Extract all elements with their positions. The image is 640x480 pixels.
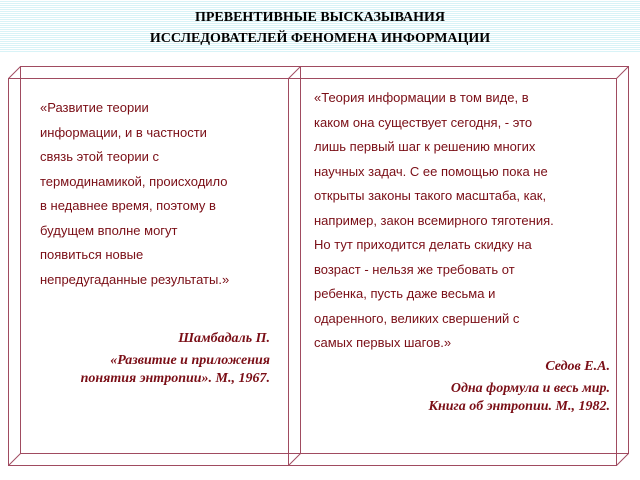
- right-quote-line: открыты законы такого масштаба, как,: [314, 188, 547, 203]
- right-quote-line: «Теория информации в том виде, в: [314, 90, 529, 105]
- left-quote-line: появиться новые: [40, 247, 144, 262]
- right-quote-line: научных задач. С ее помощью пока не: [314, 163, 548, 179]
- left-quote-line: «Развитие теории: [40, 100, 149, 115]
- right-quote: [314, 86, 620, 356]
- left-attribution: [30, 330, 270, 388]
- left-source-line: понятия энтропии». М., 1967.: [80, 371, 270, 386]
- left-quote-line: в недавнее время, поэтому в: [40, 198, 216, 213]
- right-quote-line: Но тут приходится делать скидку на: [314, 237, 532, 252]
- right-quote-line: каком она существует сегодня, - это: [314, 114, 533, 130]
- page-title-line-2: ИССЛЕДОВАТЕЛЕЙ ФЕНОМЕНА ИНФОРМАЦИИ: [149, 31, 491, 46]
- left-quote-line: термодинамикой, происходило: [40, 173, 228, 189]
- left-author: Шамбадаль П.: [178, 331, 270, 346]
- right-quote-line: самых первых шагов.»: [314, 335, 452, 350]
- left-quote-line: информации, и в частности: [40, 124, 207, 140]
- right-quote-line: ребенка, пусть даже весьма и: [314, 286, 496, 301]
- left-quote: [40, 96, 284, 292]
- left-quote-line: непредугаданные результаты.»: [40, 271, 230, 287]
- right-source-line: Одна формула и весь мир.: [450, 381, 610, 396]
- left-quote-line: будущем вполне могут: [40, 222, 178, 238]
- right-quote-line: возраст - нельзя же требовать от: [314, 261, 515, 277]
- left-quote-line: связь этой теории с: [40, 149, 160, 164]
- right-quote-line: лишь первый шаг к решению многих: [314, 139, 536, 154]
- right-author: Седов Е.А.: [545, 359, 610, 374]
- left-source-line: «Развитие и приложения: [110, 353, 270, 368]
- right-source-line: Книга об энтропии. М., 1982.: [428, 399, 610, 414]
- page-title-line-1: ПРЕВЕНТИВНЫЕ ВЫСКАЗЫВАНИЯ: [194, 10, 446, 25]
- right-quote-line: одаренного, великих свершений с: [314, 310, 520, 326]
- right-quote-line: например, закон всемирного тяготения.: [314, 212, 554, 228]
- right-attribution: [320, 358, 610, 416]
